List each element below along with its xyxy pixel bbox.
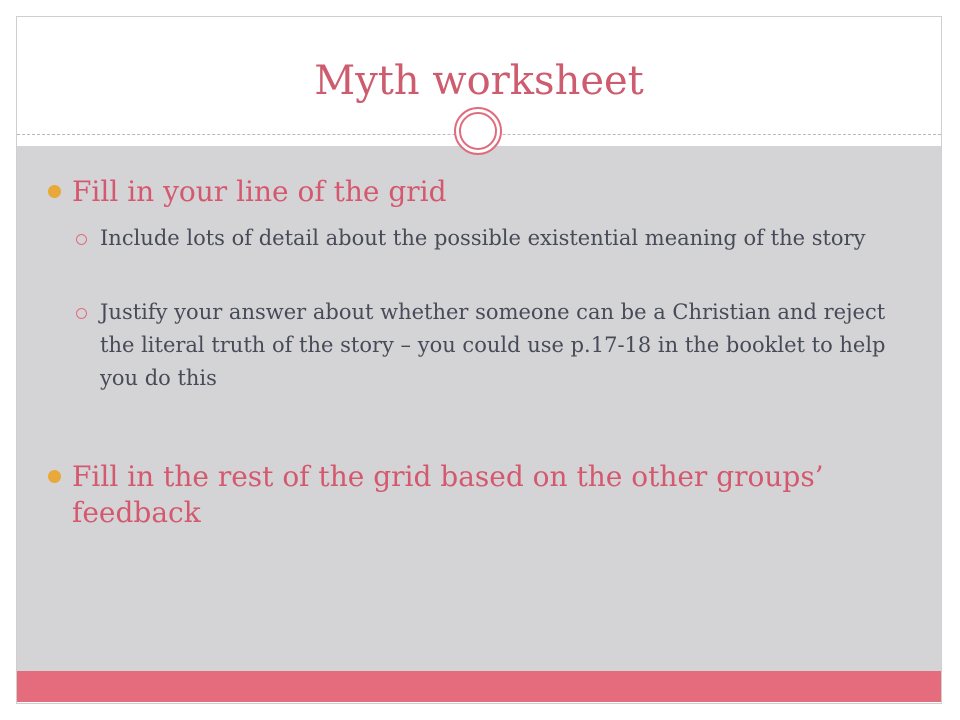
sub-bullet-ring-icon: [76, 234, 87, 245]
bottom-accent-bar: [17, 671, 941, 702]
bullet-dot-icon: [48, 470, 61, 483]
slide-title: Myth worksheet: [314, 58, 644, 104]
bullet-text: Fill in the rest of the grid based on the other groups’ feedback: [72, 460, 824, 529]
bullet-text: Fill in your line of the grid: [72, 175, 447, 208]
bullet-dot-icon: [48, 185, 61, 198]
sub-bullet-text: Include lots of detail about the possible existential meaning of the story: [100, 226, 866, 250]
sub-bullet-text: Justify your answer about whether someone can be a Christian and reject the literal truth of the story – you could use p.17-18 in the booklet to help you do this: [100, 300, 886, 390]
sub-bullet-ring-icon: [76, 308, 87, 319]
decorative-inner-circle-icon: [459, 112, 497, 150]
